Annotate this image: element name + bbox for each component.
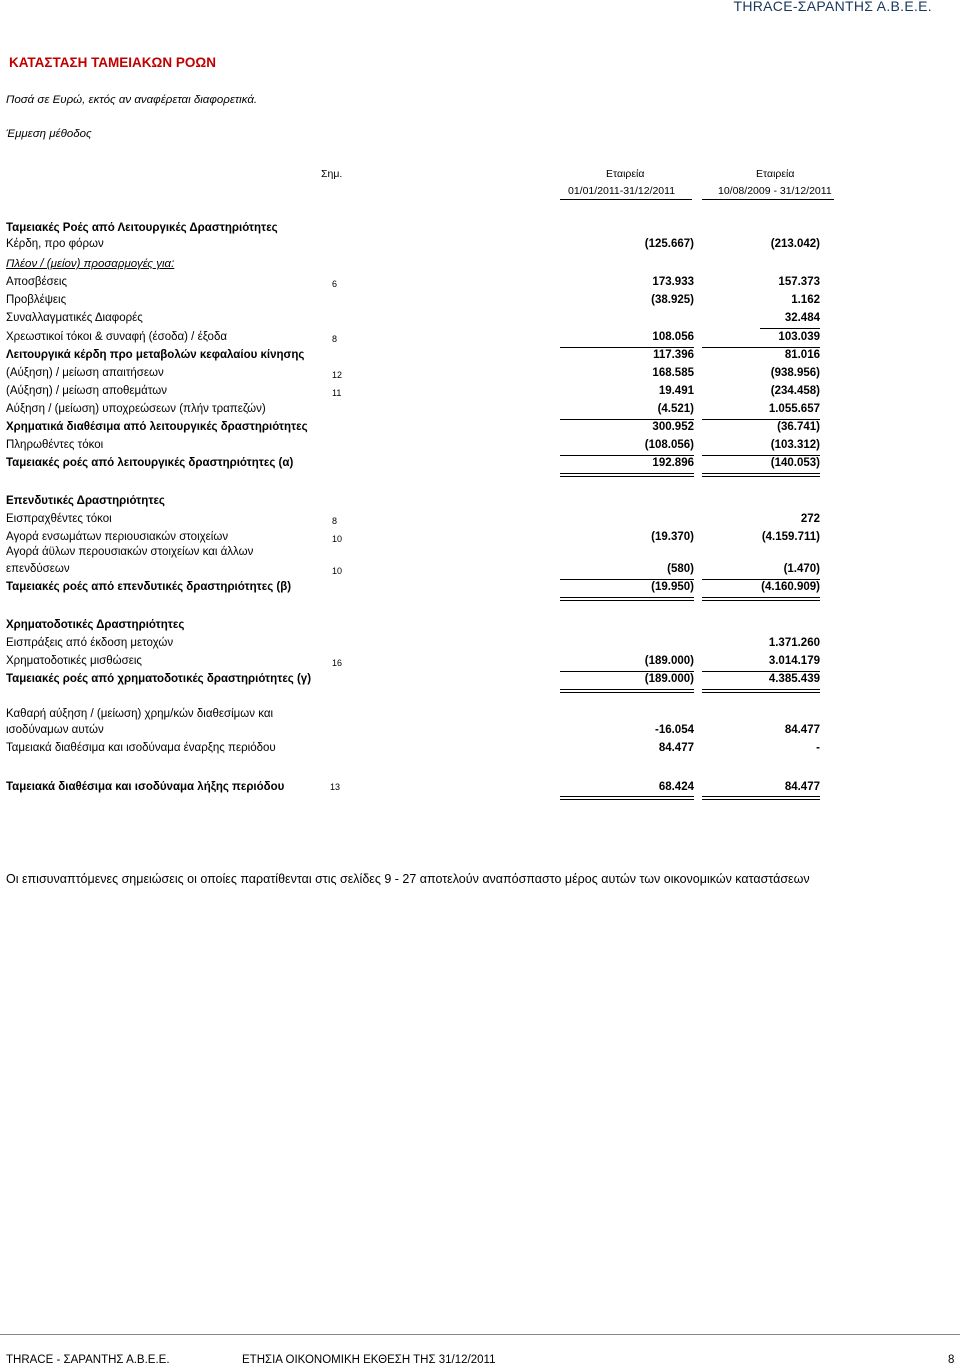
row-label: Χρεωστικοί τόκοι & συναφή (έσοδα) / έξοδα — [6, 331, 227, 343]
row-value-col2: 3.014.179 — [768, 655, 820, 667]
subtotal-underline — [560, 671, 694, 672]
subtotal-underline — [760, 328, 820, 329]
row-value-col1: (19.950) — [651, 581, 694, 593]
row-value-col2: 272 — [800, 513, 820, 525]
total-double-underline — [560, 796, 694, 800]
row-value-col1: (108.056) — [644, 439, 694, 451]
row-finance-leases — [6, 655, 820, 673]
row-label: Ταμειακές ροές από επενδυτικές δραστηριότητες (β) — [6, 581, 292, 593]
row-value-col1: (580) — [667, 563, 694, 575]
footer-company: THRACE - ΣΑΡΑΝΤΗΣ Α.Β.Ε.Ε. — [6, 1354, 170, 1366]
row-payables-change — [6, 403, 820, 421]
footer-page-number: 8 — [948, 1354, 955, 1366]
row-receivables-change — [6, 367, 820, 385]
col2-header-underline — [702, 199, 834, 200]
row-label: (Αύξηση) / μείωση απαιτήσεων — [6, 367, 164, 379]
row-label: Πληρωθέντες τόκοι — [6, 439, 104, 451]
row-label: Αγορά άϋλων περουσιακών στοιχείων και άλλων — [6, 546, 254, 558]
row-value-col1: 68.424 — [658, 781, 694, 793]
row-label-continued: επενδύσεων — [6, 563, 70, 575]
row-label: Πλέον / (μείον) προσαρμογές για: — [6, 258, 175, 270]
section-financing-heading — [6, 619, 820, 637]
section-investing-heading — [6, 495, 820, 513]
note-column-header: Σημ. — [321, 168, 343, 180]
total-double-underline — [702, 796, 820, 800]
row-value-col1: (189.000) — [644, 655, 694, 667]
row-value-col2: - — [816, 742, 820, 754]
row-label: Χρηματοδοτικές Δραστηριότητες — [6, 619, 185, 631]
row-note: 10 — [332, 534, 343, 544]
row-label: Ταμειακές Ροές από Λειτουργικές Δραστηριότητες — [6, 222, 278, 234]
col2-period-header: 10/08/2009 - 31/12/2011 — [718, 185, 832, 197]
row-value-col2: 84.477 — [784, 781, 820, 793]
row-value-col1: (125.667) — [644, 238, 694, 250]
row-profit-before-tax — [6, 238, 820, 256]
row-label: Χρηματοδοτικές μισθώσεις — [6, 655, 142, 667]
row-label: Εισπράξεις από έκδοση μετοχών — [6, 637, 174, 649]
row-fx-differences — [6, 312, 820, 330]
row-interest-expense — [6, 331, 820, 349]
row-provisions — [6, 294, 820, 312]
subtotal-underline — [702, 455, 820, 456]
row-label: Αύξηση / (μείωση) υποχρεώσεων (πλήν τραπεζών) — [6, 403, 266, 415]
row-operating-profit-before-wc — [6, 349, 820, 367]
row-depreciation — [6, 276, 820, 294]
row-label: Συναλλαγματικές Διαφορές — [6, 312, 143, 324]
row-value-col1: 108.056 — [652, 331, 694, 343]
row-value-col2: 1.055.657 — [768, 403, 820, 415]
row-note: 6 — [332, 279, 338, 289]
total-double-underline — [560, 689, 694, 693]
row-label: Ταμειακές ροές από χρηματοδοτικές δραστηριότητες (γ) — [6, 673, 312, 685]
page-title: ΚΑΤΑΣΤΑΣΗ ΤΑΜΕΙΑΚΩΝ ΡΟΩΝ — [9, 55, 216, 70]
row-value-col1: 173.933 — [652, 276, 694, 288]
row-value-col2: 81.016 — [784, 349, 820, 361]
row-value-col2: 1.371.260 — [768, 637, 820, 649]
total-double-underline — [702, 597, 820, 601]
subtotal-underline — [702, 419, 820, 420]
row-note: 13 — [330, 782, 341, 792]
row-value-col2: (213.042) — [770, 238, 820, 250]
row-value-col2: 157.373 — [778, 276, 820, 288]
row-intangibles-purchase — [6, 563, 820, 581]
footer-report-title: ΕΤΗΣΙΑ ΟΙΚΟΝΟΜΙΚΗ ΕΚΘΕΣΗ ΤΗΣ 31/12/2011 — [242, 1354, 496, 1366]
method-label: Έμμεση μέθοδος — [6, 128, 92, 140]
row-value-col1: (189.000) — [644, 673, 694, 685]
row-value-col1: 300.952 — [652, 421, 694, 433]
row-net-investing-cash-flow — [6, 581, 820, 599]
row-value-col2: (1.470) — [783, 563, 820, 575]
subtotal-underline — [560, 455, 694, 456]
row-net-operating-cash-flow — [6, 457, 820, 475]
row-share-issue-proceeds — [6, 637, 820, 655]
row-value-col2: 4.385.439 — [768, 673, 820, 685]
col2-entity-header: Εταιρεία — [756, 168, 795, 180]
row-value-col1: (4.521) — [657, 403, 694, 415]
row-value-col1: 117.396 — [653, 349, 694, 361]
currency-note: Ποσά σε Ευρώ, εκτός αν αναφέρεται διαφορετικά. — [6, 94, 258, 106]
footer-divider — [0, 1334, 960, 1335]
subtotal-underline — [560, 579, 694, 580]
row-cash-beginning — [6, 742, 820, 760]
row-value-col1: 19.491 — [658, 385, 694, 397]
row-interest-received — [6, 513, 820, 531]
footnote: Οι επισυναπτόμενες σημειώσεις οι οποίες παρατίθενται στις σελίδες 9 - 27 αποτελούν αναπόσπαστο μέρος αυτών των οικονομικών καταστάσεων — [6, 872, 810, 886]
row-value-col1: (19.370) — [651, 531, 694, 543]
subtotal-underline — [702, 671, 820, 672]
row-label: Ταμειακά διαθέσιμα και ισοδύναμα έναρξης περιόδου — [6, 742, 276, 754]
row-cash-from-operations — [6, 421, 820, 439]
row-value-col2: 32.484 — [784, 312, 820, 324]
row-value-col2: 103.039 — [778, 331, 820, 343]
row-note: 8 — [332, 516, 338, 526]
row-adjustments-heading — [6, 258, 820, 276]
row-value-col2: (4.159.711) — [761, 531, 820, 543]
row-value-col1: -16.054 — [654, 724, 694, 736]
row-value-col1: 192.896 — [652, 457, 694, 469]
row-label: Λειτουργικά κέρδη προ μεταβολών κεφαλαίου κίνησης — [6, 349, 305, 361]
subtotal-underline — [702, 579, 820, 580]
row-label: Εισπραχθέντες τόκοι — [6, 513, 112, 525]
row-label: Αποσβέσεις — [6, 276, 67, 288]
row-note: 16 — [332, 658, 343, 668]
row-label: Καθαρή αύξηση / (μείωση) χρημ/κών διαθεσίμων και — [6, 708, 274, 720]
company-header: THRACE-ΣΑΡΑΝΤΗΣ Α.Β.Ε.Ε. — [733, 0, 932, 14]
total-double-underline — [702, 473, 820, 477]
row-cash-ending — [6, 781, 820, 799]
subtotal-underline — [560, 419, 694, 420]
row-label: Ταμειακές ροές από λειτουργικές δραστηριότητες (α) — [6, 457, 294, 469]
row-value-col2: (938.956) — [770, 367, 820, 379]
row-value-col2: 84.477 — [784, 724, 820, 736]
total-double-underline — [560, 473, 694, 477]
row-value-col1: 84.477 — [658, 742, 694, 754]
row-label: Κέρδη, προ φόρων — [6, 238, 104, 250]
row-label: Προβλέψεις — [6, 294, 67, 306]
row-label: Επενδυτικές Δραστηριότητες — [6, 495, 165, 507]
row-value-col2: (140.053) — [770, 457, 820, 469]
row-note: 11 — [332, 388, 342, 398]
row-net-financing-cash-flow — [6, 673, 820, 691]
row-value-col1: 168.585 — [652, 367, 694, 379]
subtotal-underline — [702, 347, 820, 348]
row-value-col2: 1.162 — [791, 294, 820, 306]
row-label: Χρηματικά διαθέσιμα από λειτουργικές δραστηριότητες — [6, 421, 308, 433]
subtotal-underline — [560, 347, 694, 348]
col1-header-underline — [560, 199, 692, 200]
row-value-col2: (103.312) — [770, 439, 820, 451]
row-value-col2: (234.458) — [770, 385, 820, 397]
row-value-col1: (38.925) — [651, 294, 694, 306]
row-value-col2: (36.741) — [777, 421, 820, 433]
row-note: 12 — [332, 370, 343, 380]
row-label: Αγορά ενσωμάτων περιουσιακών στοιχείων — [6, 531, 229, 543]
row-note: 8 — [332, 334, 338, 344]
col1-period-header: 01/01/2011-31/12/2011 — [568, 185, 676, 197]
row-inventories-change — [6, 385, 820, 403]
total-double-underline — [702, 689, 820, 693]
row-label: (Αύξηση) / μείωση αποθεμάτων — [6, 385, 167, 397]
row-label-continued: ισοδύναμων αυτών — [6, 724, 104, 736]
total-double-underline — [560, 597, 694, 601]
row-value-col2: (4.160.909) — [761, 581, 820, 593]
row-label: Ταμειακά διαθέσιμα και ισοδύναμα λήξης περιόδου — [6, 781, 285, 793]
row-intangibles-purchase-line1 — [6, 546, 820, 564]
col1-entity-header: Εταιρεία — [606, 168, 645, 180]
row-interest-paid — [6, 439, 820, 457]
row-note: 10 — [332, 566, 343, 576]
row-net-change-in-cash — [6, 724, 820, 742]
